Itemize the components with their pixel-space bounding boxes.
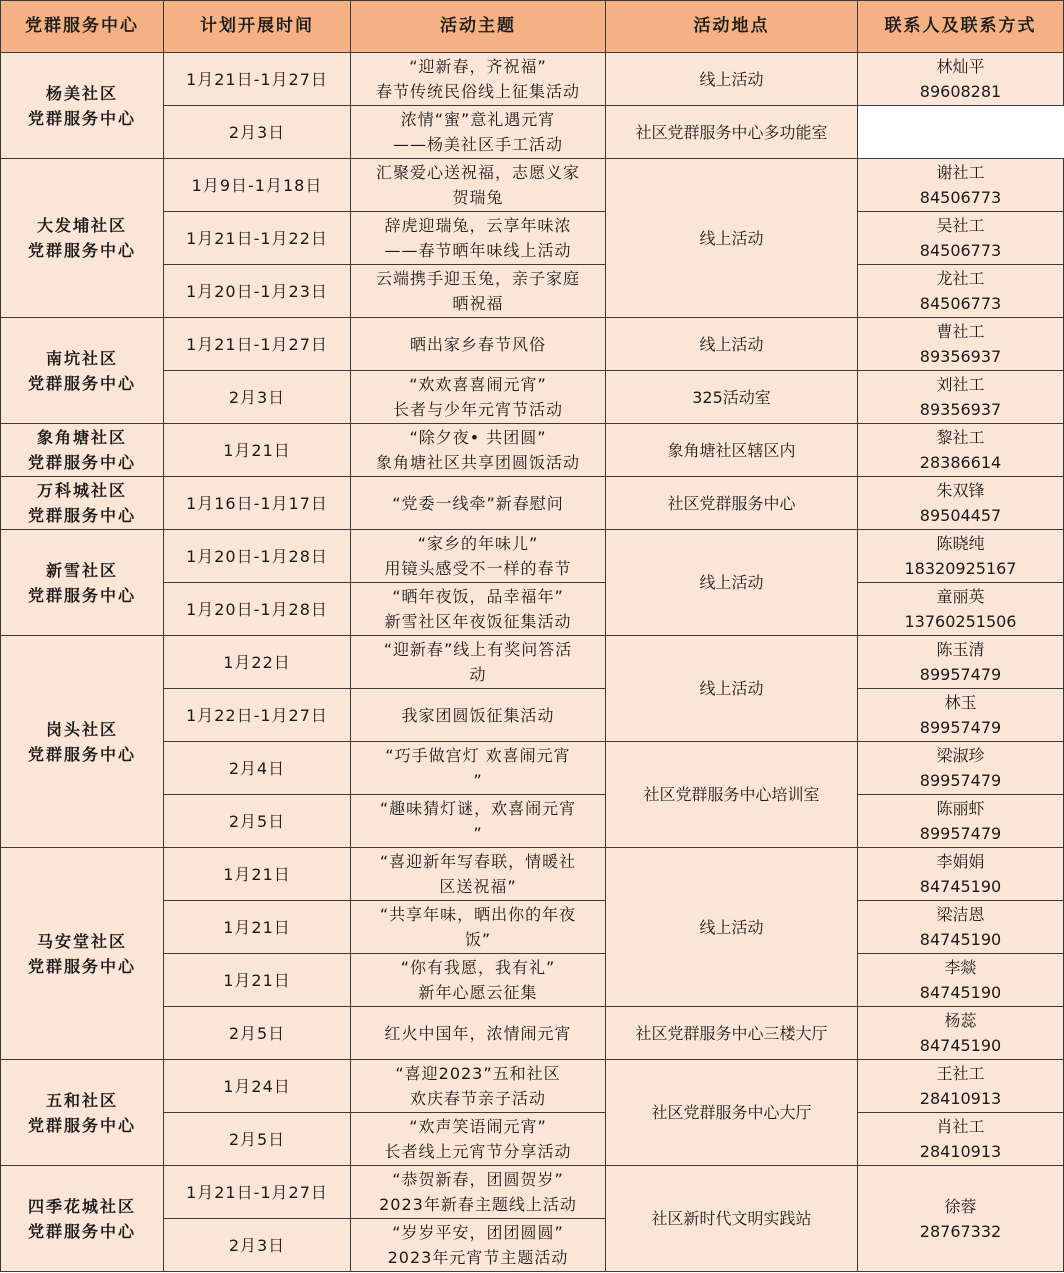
center-name-cell xyxy=(1,477,164,530)
header-center: 党群服务中心 xyxy=(1,1,164,53)
contact-cell xyxy=(858,583,1064,636)
time-cell: 1月9日-1月18日 xyxy=(164,159,351,212)
contact-cell xyxy=(858,1113,1064,1166)
cell-line: 杨美社区 xyxy=(45,83,118,103)
contact-cell xyxy=(858,212,1064,265)
cell-line: “喜迎2023”五和社区 xyxy=(395,1064,561,1083)
cell-line: “除夕夜• 共团圆” xyxy=(409,428,547,447)
cell-line: 大发埔社区 xyxy=(36,216,127,235)
cell-line: 89356937 xyxy=(919,400,1002,419)
time-cell: 1月20日-1月23日 xyxy=(164,265,351,318)
place-cell: 线上活动 xyxy=(606,530,858,636)
cell-line: 新雪社区 xyxy=(45,560,118,580)
cell-line: 89957479 xyxy=(919,824,1002,843)
cell-line: 89608281 xyxy=(919,82,1002,101)
cell-line: 云端携手迎玉兔，亲子家庭 xyxy=(375,269,580,288)
cell-line: ——春节晒年味线上活动 xyxy=(384,241,572,260)
header-theme: 活动主题 xyxy=(351,1,606,53)
center-name-cell xyxy=(1,318,164,424)
cell-line: 28410913 xyxy=(919,1089,1002,1108)
cell-line: “共享年味，晒出你的年夜 xyxy=(379,905,577,924)
cell-line: 汇聚爱心送祝福，志愿义家 xyxy=(375,163,580,182)
table-body xyxy=(1,53,1064,1272)
cell-line: “迎新春，齐祝福” xyxy=(409,57,547,76)
contact-cell xyxy=(858,1166,1064,1272)
cell-line: 89356937 xyxy=(919,347,1002,366)
contact-cell xyxy=(858,1007,1064,1060)
time-cell: 1月21日-1月27日 xyxy=(164,1166,351,1219)
theme-cell xyxy=(351,689,606,742)
contact-cell xyxy=(858,159,1064,212)
center-name-cell xyxy=(1,159,164,318)
contact-cell xyxy=(858,689,1064,742)
contact-cell xyxy=(858,1060,1064,1113)
cell-line: 28767332 xyxy=(919,1221,1002,1241)
table-row xyxy=(1,636,1064,689)
time-cell: 1月21日 xyxy=(164,848,351,901)
cell-line: 林灿平 xyxy=(936,57,985,76)
place-cell: 社区党群服务中心培训室 xyxy=(606,742,858,848)
cell-line: “趣味猜灯谜，欢喜闹元宵 xyxy=(379,799,577,818)
cell-line: “恭贺新春，团圆贺岁” xyxy=(392,1170,564,1189)
cell-line: “喜迎新年写春联，情暖社 xyxy=(379,852,577,871)
cell-line: 新雪社区年夜饭征集活动 xyxy=(384,612,572,631)
header-place: 活动地点 xyxy=(606,1,858,53)
cell-line: 13760251506 xyxy=(904,612,1017,631)
theme-cell xyxy=(351,795,606,848)
table-row xyxy=(1,318,1064,371)
cell-line: 动 xyxy=(469,665,487,684)
cell-line: 梁淑珍 xyxy=(936,746,985,765)
cell-line: 我家团圆饭征集活动 xyxy=(401,705,555,725)
cell-line: “岁岁平安，团团圆圆” xyxy=(392,1223,564,1242)
theme-cell xyxy=(351,530,606,583)
contact-cell xyxy=(858,795,1064,848)
table-row xyxy=(1,530,1064,583)
contact-cell xyxy=(858,848,1064,901)
time-cell: 1月21日 xyxy=(164,901,351,954)
cell-line: 饭” xyxy=(464,930,492,949)
cell-line: 89957479 xyxy=(919,771,1002,790)
cell-line: “欢声笑语闹元宵” xyxy=(409,1117,547,1136)
cell-line: 南坑社区 xyxy=(45,348,118,368)
time-cell: 1月20日-1月28日 xyxy=(164,530,351,583)
cell-line: 谢社工 xyxy=(936,163,985,182)
theme-cell xyxy=(351,212,606,265)
cell-line: 84745190 xyxy=(919,983,1002,1002)
time-cell: 1月21日 xyxy=(164,954,351,1007)
cell-line: 童丽英 xyxy=(936,587,985,606)
cell-line: 2023年元宵节主题活动 xyxy=(387,1248,569,1267)
cell-line: 万科城社区 xyxy=(36,481,127,500)
cell-line: 红火中国年，浓情闹元宵 xyxy=(384,1023,572,1043)
time-cell: 1月21日 xyxy=(164,424,351,477)
theme-cell xyxy=(351,265,606,318)
contact-cell xyxy=(858,901,1064,954)
time-cell: 2月5日 xyxy=(164,1113,351,1166)
time-cell: 1月16日-1月17日 xyxy=(164,477,351,530)
contact-cell xyxy=(858,371,1064,424)
center-name-cell xyxy=(1,1060,164,1166)
time-cell: 1月21日-1月27日 xyxy=(164,318,351,371)
header-contact: 联系人及联系方式 xyxy=(858,1,1064,53)
center-name-cell xyxy=(1,1166,164,1272)
cell-line: 马安堂社区 xyxy=(36,931,127,951)
center-name-cell xyxy=(1,530,164,636)
cell-line: 84745190 xyxy=(919,930,1002,949)
theme-cell xyxy=(351,1007,606,1060)
cell-line: 84745190 xyxy=(919,1036,1002,1055)
theme-cell xyxy=(351,742,606,795)
cell-line: 89957479 xyxy=(919,665,1002,684)
contact-cell xyxy=(858,318,1064,371)
cell-line: 五和社区 xyxy=(45,1090,118,1110)
cell-line: 84506773 xyxy=(919,294,1002,313)
theme-cell xyxy=(351,848,606,901)
table-row xyxy=(1,477,1064,530)
cell-line: 党群服务中心 xyxy=(27,241,136,260)
cell-line: 林玉 xyxy=(944,693,977,712)
cell-line: 长者线上元宵节分享活动 xyxy=(384,1142,572,1161)
cell-line: 18320925167 xyxy=(904,559,1017,578)
theme-cell xyxy=(351,636,606,689)
cell-line: 党群服务中心 xyxy=(27,506,136,525)
cell-line: ” xyxy=(473,824,483,843)
theme-cell xyxy=(351,477,606,530)
cell-line: 朱双锋 xyxy=(936,481,985,500)
place-cell: 社区新时代文明实践站 xyxy=(606,1166,858,1272)
contact-cell xyxy=(858,742,1064,795)
contact-cell xyxy=(858,53,1064,106)
contact-cell xyxy=(858,636,1064,689)
cell-line: 党群服务中心 xyxy=(27,1221,136,1241)
theme-cell xyxy=(351,53,606,106)
time-cell: 2月3日 xyxy=(164,106,351,159)
place-cell: 线上活动 xyxy=(606,159,858,318)
center-name-cell xyxy=(1,53,164,159)
theme-cell xyxy=(351,1166,606,1219)
theme-cell xyxy=(351,1219,606,1272)
cell-line: ” xyxy=(473,771,483,790)
cell-line: “晒年夜饭，品幸福年” xyxy=(392,587,564,606)
table-header-row xyxy=(1,1,1064,53)
cell-line: 党群服务中心 xyxy=(27,1115,136,1135)
cell-line: 84745190 xyxy=(919,877,1002,896)
cell-line: 陈玉清 xyxy=(936,640,985,659)
cell-line: 用镜头感受不一样的春节 xyxy=(384,559,572,578)
cell-line: 晒出家乡春节风俗 xyxy=(409,334,546,354)
cell-line: 新年心愿云征集 xyxy=(418,983,538,1002)
cell-line: ——杨美社区手工活动 xyxy=(392,135,563,154)
theme-cell xyxy=(351,159,606,212)
cell-line: “欢欢喜喜闹元宵” xyxy=(409,375,547,394)
table-row xyxy=(1,1060,1064,1113)
cell-line: 刘社工 xyxy=(936,375,985,394)
cell-line: 岗头社区 xyxy=(45,719,118,739)
time-cell: 1月22日 xyxy=(164,636,351,689)
time-cell: 2月5日 xyxy=(164,795,351,848)
cell-line: 陈丽虾 xyxy=(936,799,985,818)
cell-line: 区送祝福” xyxy=(439,877,517,896)
cell-line: “迎新春”线上有奖问答活 xyxy=(383,640,573,659)
place-cell: 社区党群服务中心多功能室 xyxy=(606,106,858,159)
theme-cell xyxy=(351,1113,606,1166)
contact-cell xyxy=(858,530,1064,583)
cell-line: 党群服务中心 xyxy=(27,108,136,128)
cell-line: 梁洁恩 xyxy=(936,905,985,924)
cell-line: 龙社工 xyxy=(936,269,985,288)
cell-line: 84506773 xyxy=(919,188,1002,207)
cell-line: 党群服务中心 xyxy=(27,585,136,605)
theme-cell xyxy=(351,901,606,954)
time-cell: 1月21日-1月27日 xyxy=(164,53,351,106)
theme-cell xyxy=(351,318,606,371)
cell-line: 肖社工 xyxy=(936,1117,985,1136)
contact-cell xyxy=(858,954,1064,1007)
center-name-cell xyxy=(1,848,164,1060)
cell-line: 党群服务中心 xyxy=(27,453,136,472)
table-row xyxy=(1,424,1064,477)
cell-line: 晒祝福 xyxy=(452,294,504,313)
cell-line: “巧手做宫灯 欢喜闹元宵 xyxy=(385,746,571,765)
cell-line: 长者与少年元宵节活动 xyxy=(392,400,563,419)
theme-cell xyxy=(351,371,606,424)
cell-line: 2023年新春主题线上活动 xyxy=(379,1195,577,1214)
place-cell: 社区党群服务中心大厅 xyxy=(606,1060,858,1166)
contact-cell xyxy=(858,424,1064,477)
cell-line: 28410913 xyxy=(919,1142,1002,1161)
cell-line: 89504457 xyxy=(919,506,1002,525)
time-cell: 1月22日-1月27日 xyxy=(164,689,351,742)
cell-line: 象角塘社区共享团圆饭活动 xyxy=(375,453,580,472)
time-cell: 2月3日 xyxy=(164,1219,351,1272)
cell-line: “党委一线牵”新春慰问 xyxy=(392,493,564,513)
cell-line: 李燚 xyxy=(944,958,977,977)
time-cell: 2月4日 xyxy=(164,742,351,795)
center-name-cell xyxy=(1,636,164,848)
cell-line: 杨蕊 xyxy=(944,1011,977,1030)
cell-line: 李娟娟 xyxy=(936,852,985,871)
table-row xyxy=(1,53,1064,106)
cell-line: “家乡的年味儿” xyxy=(417,534,539,553)
place-cell: 线上活动 xyxy=(606,318,858,371)
cell-line: 党群服务中心 xyxy=(27,744,136,764)
cell-line: 徐蓉 xyxy=(944,1196,977,1216)
cell-line: 欢庆春节亲子活动 xyxy=(409,1089,546,1108)
contact-cell xyxy=(858,477,1064,530)
cell-line: 春节传统民俗线上征集活动 xyxy=(375,82,580,101)
place-cell: 社区党群服务中心 xyxy=(606,477,858,530)
table-row xyxy=(1,159,1064,212)
time-cell: 1月24日 xyxy=(164,1060,351,1113)
theme-cell xyxy=(351,424,606,477)
theme-cell xyxy=(351,106,606,159)
table-row xyxy=(1,848,1064,901)
cell-line: 浓情“蜜”意礼遇元宵 xyxy=(400,110,556,129)
table-row xyxy=(1,1166,1064,1219)
contact-cell xyxy=(858,265,1064,318)
place-cell: 线上活动 xyxy=(606,636,858,742)
time-cell: 2月3日 xyxy=(164,371,351,424)
cell-line: 贺瑞兔 xyxy=(452,188,504,207)
time-cell: 1月20日-1月28日 xyxy=(164,583,351,636)
theme-cell xyxy=(351,954,606,1007)
place-cell: 线上活动 xyxy=(606,53,858,106)
cell-line: 28386614 xyxy=(919,453,1002,472)
place-cell: 社区党群服务中心三楼大厅 xyxy=(606,1007,858,1060)
place-cell: 象角塘社区辖区内 xyxy=(606,424,858,477)
time-cell: 2月5日 xyxy=(164,1007,351,1060)
cell-line: 陈晓纯 xyxy=(936,534,985,553)
cell-line: 王社工 xyxy=(936,1064,985,1083)
cell-line: 84506773 xyxy=(919,241,1002,260)
cell-line: 89957479 xyxy=(919,718,1002,737)
theme-cell xyxy=(351,583,606,636)
cell-line: 党群服务中心 xyxy=(27,373,136,393)
place-cell: 325活动室 xyxy=(606,371,858,424)
cell-line: 曹社工 xyxy=(936,322,985,341)
cell-line: 辞虎迎瑞兔，云享年味浓 xyxy=(384,216,572,235)
center-name-cell xyxy=(1,424,164,477)
theme-cell xyxy=(351,1060,606,1113)
place-cell: 线上活动 xyxy=(606,848,858,1007)
cell-line: 四季花城社区 xyxy=(27,1196,136,1216)
cell-line: “你有我愿，我有礼” xyxy=(400,958,556,977)
cell-line: 党群服务中心 xyxy=(27,956,136,976)
time-cell: 1月21日-1月22日 xyxy=(164,212,351,265)
cell-line: 象角塘社区 xyxy=(36,428,127,447)
header-time: 计划开展时间 xyxy=(164,1,351,53)
cell-line: 黎社工 xyxy=(936,428,985,447)
cell-line: 吴社工 xyxy=(936,216,985,235)
